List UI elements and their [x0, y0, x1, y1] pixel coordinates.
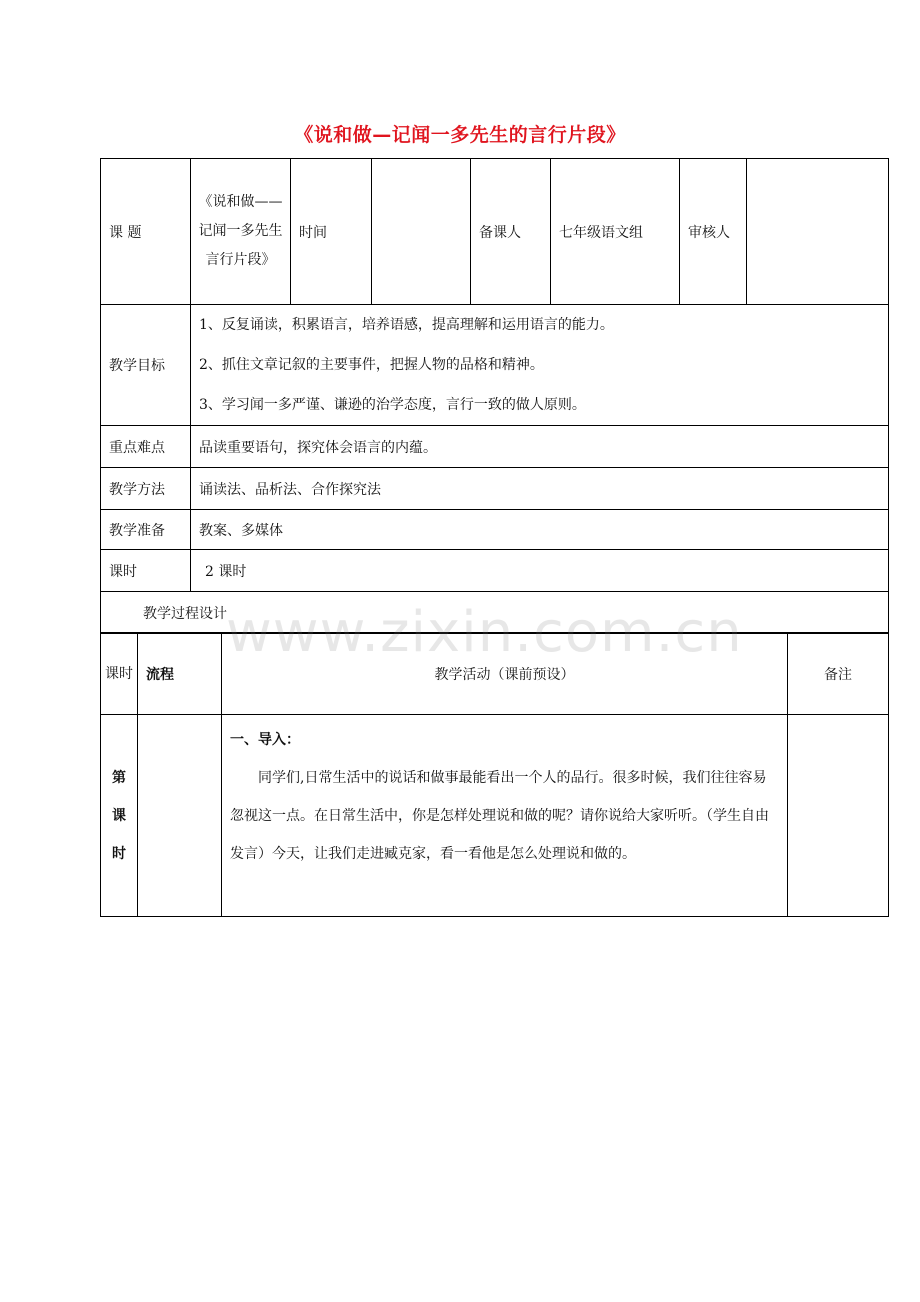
first-hour-char: 课: [112, 807, 126, 824]
first-hour-char: 时: [112, 845, 126, 862]
col-activity-header: 教学活动（课前预设）: [222, 633, 788, 715]
first-hour-label: [101, 715, 138, 917]
methods-value: 诵读法、品析法、合作探究法: [191, 468, 889, 510]
topic-value: 《说和做——记闻一多先生言行片段》: [191, 159, 291, 305]
methods-label: 教学方法: [101, 468, 191, 510]
col-flow-header: 流程: [138, 633, 222, 715]
key-points-label: 重点难点: [101, 426, 191, 468]
hours-label: 课时: [101, 550, 191, 592]
intro-heading: 一、导入：: [230, 732, 300, 748]
goal-item: 1、反复诵读，积累语言，培养语感，提高理解和运用语言的能力。: [199, 317, 614, 333]
hours-value: 2 课时: [191, 550, 889, 592]
lesson-info-table: [100, 158, 889, 634]
col-note-header: 备注: [788, 633, 889, 715]
first-hour-char: 第: [112, 769, 126, 786]
goal-item: 3、学习闻一多严谨、谦逊的治学态度，言行一致的做人原则。: [199, 397, 586, 413]
goals-list: [191, 305, 889, 426]
reviewer-value: [747, 159, 889, 305]
process-title: 教学过程设计: [101, 592, 889, 634]
goal-item: 2、抓住文章记叙的主要事件，把握人物的品格和精神。: [199, 357, 544, 373]
process-table: [100, 632, 889, 917]
time-label: 时间: [291, 159, 372, 305]
time-value: [372, 159, 471, 305]
intro-text: 同学们,日常生活中的说话和做事最能看出一个人的品行。很多时候，我们往往容易忽视这一点。在日常生活中，你是怎样处理说和做的呢？请你说给大家听听。（学生自由发言）今天，让我们走进臧克家，看一看他是怎么处理说和做的。: [230, 770, 769, 862]
activity-cell: [222, 715, 788, 917]
watermark: www.zixin.com.cn: [226, 600, 743, 665]
flow-cell: [138, 715, 222, 917]
preparation-label: 教学准备: [101, 510, 191, 550]
preparation-value: 教案、多媒体: [191, 510, 889, 550]
preparer-label: 备课人: [471, 159, 551, 305]
reviewer-label: 审核人: [680, 159, 747, 305]
topic-label: 课 题: [101, 159, 191, 305]
document-title: 《说和做—记闻一多先生的言行片段》: [294, 124, 626, 146]
key-points-value: 品读重要语句，探究体会语言的内蕴。: [191, 426, 889, 468]
preparer-value: 七年级语文组: [551, 159, 680, 305]
goals-label: 教学目标: [101, 305, 191, 426]
col-hour-header: 课时: [101, 633, 138, 715]
note-cell: [788, 715, 889, 917]
